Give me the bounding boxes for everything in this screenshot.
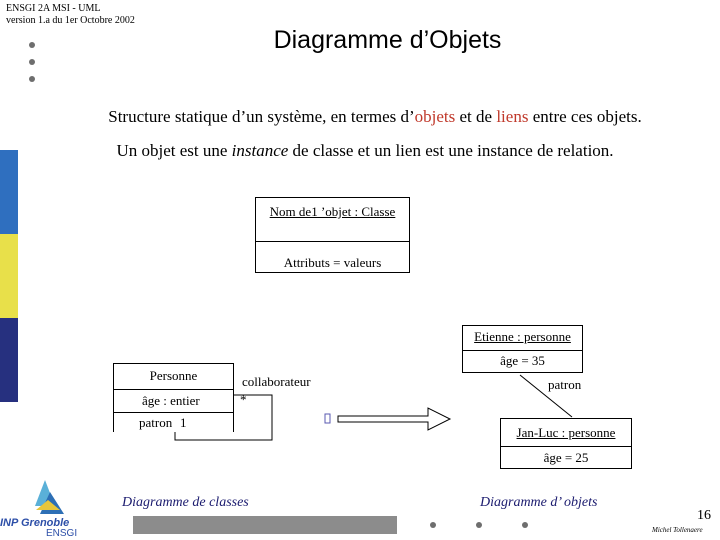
divider [501,446,631,447]
logo-text: INP Grenoble [0,517,70,529]
object-box-janluc [500,418,632,469]
role-patron: patron [139,415,173,430]
caption-class-diagram: Diagramme de classes [122,495,249,510]
object1-name: Etienne : personne [474,329,571,344]
object2-name: Jan-Luc : personne [516,425,616,440]
link-role-patron: patron [548,377,582,392]
intro-text: Structure statique d’un système, en termes d’ [108,107,415,126]
intro-text: de classe et un lien est une instance de relation. [288,141,614,160]
caption-object-diagram: Diagramme d’ objets [480,495,598,510]
divider [463,350,582,351]
intro-text: entre ces objets. [528,107,642,126]
self-association-line [175,395,272,440]
footer-dot [476,522,482,528]
transform-arrow [338,408,450,430]
object-box-etienne [462,325,583,373]
template-object-name: Nom de1 ’objet : Classe [269,204,396,219]
template-object-attrs: Attributs = valeurs [283,255,382,270]
footer-dot [430,522,436,528]
logo-subtext: ENSGI [46,528,78,539]
page-number: 16 [697,508,711,523]
intro-text: Un objet est une [116,141,232,160]
footer-bar [133,516,397,534]
multiplicity-star: * [240,392,247,407]
footer-dot [522,522,528,528]
object2-attr: âge = 25 [543,450,589,465]
header-line2: version 1.a du 1er Octobre 2002 [6,15,135,26]
multiplicity-one: 1 [180,415,187,430]
arrow-tail-mark [325,414,330,423]
slide-title: Diagramme d’Objets [273,26,502,54]
author: Michel Tollenaere [652,526,703,534]
keyword-liens: liens [496,107,529,126]
class-attribute: âge : entier [142,393,200,408]
keyword-instance: instance [231,141,289,160]
role-collaborateur: collaborateur [242,374,311,389]
class-name: Personne [149,368,198,383]
header-line1: ENSGI 2A MSI - UML [6,3,101,14]
intro-text: et de [455,107,497,126]
keyword-objets: objets [414,107,456,126]
object1-attr: âge = 35 [500,353,545,368]
